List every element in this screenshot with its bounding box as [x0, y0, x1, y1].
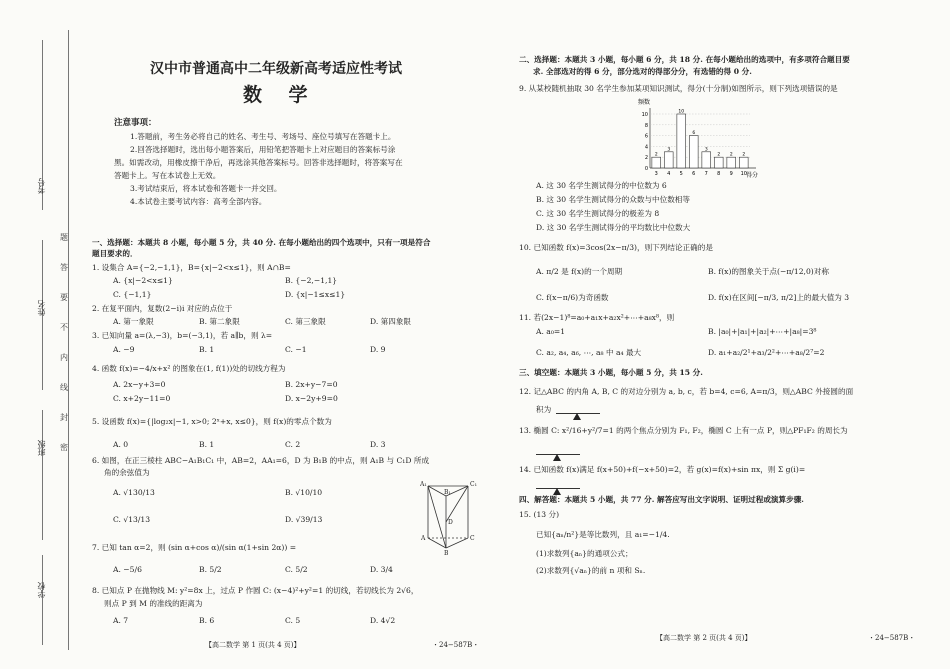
q10-option-c: C. f(x−π/6)为奇函数	[536, 293, 609, 302]
q5-option-d: D. 3	[370, 440, 386, 449]
x-tick-label: 7	[704, 171, 708, 177]
q7-option-d: D. 3/4	[370, 565, 393, 574]
y-tick-label: 8	[644, 122, 648, 129]
q7-option-a: A. −5/6	[113, 565, 142, 574]
q6-stem-cont: 角的余弦值为	[104, 468, 150, 477]
q8-option-c: C. 5	[285, 616, 301, 625]
x-tick-label: 6	[692, 171, 696, 177]
note-line: 1.答题前，考生务必将自己的姓名、考生号、考场号、座位号填写在答题卡上。	[130, 132, 396, 141]
note-line: 4.本试卷主要考试内容：高考全部内容。	[130, 197, 267, 206]
q10-option-a: A. π/2 是 f(x)的一个周期	[536, 267, 623, 276]
note-line: 2.回答选择题时，选出每小题答案后，用铅笔把答题卡上对应题目的答案标号涂	[130, 145, 396, 154]
name-label: 姓名	[37, 300, 46, 316]
q11-option-c: C. a₂, a₄, a₆, ⋯, a₈ 中 a₄ 最大	[536, 348, 642, 357]
q2-option-d: D. 第四象限	[370, 317, 412, 326]
bar	[689, 136, 698, 168]
label-c: C	[470, 535, 475, 542]
q9-option-b: B. 这 30 名学生测试得分的众数与中位数相等	[536, 195, 690, 204]
class-label: 班级	[37, 440, 46, 456]
label-b1: B₁	[444, 489, 451, 496]
q8-option-b: B. 6	[199, 616, 215, 625]
bar	[702, 152, 711, 168]
x-tick-label: 9	[729, 171, 733, 177]
q9-option-d: D. 这 30 名学生测试得分的平均数比中位数大	[536, 223, 691, 232]
q5-option-b: B. 1	[199, 440, 215, 449]
q5-option-c: C. 2	[285, 440, 301, 449]
q3-stem: 3. 已知向量 a=(λ,−3)，b=(−3,1)，若 a∥b，则 λ=	[92, 331, 273, 340]
notes-heading: 注意事项：	[114, 118, 157, 128]
note-line: 黑。如需改动，用橡皮擦干净后，再选涂其他答案标号。回答非选择题时，将答案写在	[114, 158, 403, 167]
bar-value-label: 3	[667, 147, 671, 153]
label-a1: A₁	[420, 481, 427, 488]
fold-char: 密	[60, 443, 68, 452]
q8-stem-cont: 则点 P 到 M 的准线的距离为	[104, 599, 203, 608]
bar-value-label: 3	[704, 147, 708, 153]
bar	[677, 114, 686, 168]
q1-option-a: A. {x|−2<x≤1}	[113, 276, 173, 285]
q4-option-c: C. x+2y−11=0	[113, 394, 171, 403]
fold-char: 封	[60, 413, 68, 422]
y-tick-label: 4	[644, 144, 648, 151]
binding-line	[68, 30, 69, 650]
bar-value-label: 2	[717, 152, 721, 158]
label-a: A	[421, 535, 426, 542]
q8-option-a: A. 7	[113, 616, 129, 625]
q1-option-d: D. {x|−1≤x≤1}	[285, 290, 346, 299]
field-line	[42, 410, 43, 540]
q7-option-b: B. 5/2	[199, 565, 222, 574]
y-tick-label: 0	[644, 166, 648, 172]
q10-stem: 10. 已知函数 f(x)=3cos(2x−π/3)，则下列结论正确的是	[519, 243, 713, 252]
q2-stem: 2. 在复平面内，复数(2−i)i 对应的点位于	[92, 304, 233, 313]
q9-option-c: C. 这 30 名学生测试得分的极差为 8	[536, 209, 660, 218]
q15-part1: (1)求数列{aₙ}的通项公式；	[536, 549, 633, 558]
fold-char: 内	[60, 353, 68, 362]
chart-xlabel: 得分	[746, 172, 759, 179]
section1-heading-cont: 题目要求的．	[92, 249, 138, 258]
exam-number-label: 考号	[37, 178, 46, 194]
chart-ylabel: 频数	[638, 99, 651, 106]
q7-stem: 7. 已知 tan α=2，则 (sin α+cos α)/(sin α(1+sin 2α)) =	[92, 543, 297, 552]
label-d: D	[448, 519, 453, 526]
bar	[727, 157, 736, 168]
q3-option-a: A. −9	[113, 345, 135, 354]
page2-footer: 【高二数学 第 2 页(共 4 页)】	[656, 634, 752, 642]
q1-option-b: B. {−2,−1,1}	[285, 276, 338, 285]
edge-bc	[446, 538, 468, 548]
q12-stem-cont: 积为	[536, 405, 552, 414]
binding-strip	[0, 0, 80, 669]
x-tick-label: 10	[740, 171, 747, 177]
q4-option-d: D. x−2y+9=0	[285, 394, 338, 403]
q5-stem: 5. 设函数 f(x)={|log₂x|−1, x>0; 2ˣ+x, x≤0}，则 f(x)的零点个数为	[92, 417, 332, 426]
q12-stem: 12. 记△ABC 的内角 A, B, C 的对边分别为 a, b, c，若 b=4, c=6, A=π/3，则△ABC 外接圆的面	[519, 387, 854, 396]
q10-option-d: D. f(x)在区间[−π/3, π/2]上的最大值为 3	[708, 293, 850, 302]
q8-option-d: D. 4√2	[370, 616, 396, 625]
x-tick-label: 5	[679, 171, 683, 177]
q3-option-d: D. 9	[370, 345, 386, 354]
q9-stem: 9. 从某校随机抽取 30 名学生参加某项知识测试，得分(十分制)如图所示，则下列选项错误的是	[519, 84, 838, 93]
q6-stem: 6. 如图，在正三棱柱 ABC−A₁B₁C₁ 中，AB=2，AA₁=6，D 为 B₁B 的中点，则 A₁B 与 C₁D 所成	[92, 456, 430, 465]
bar-value-label: 2	[729, 152, 733, 158]
q10-option-b: B. f(x)的图象关于点(−π/12,0)对称	[708, 267, 829, 276]
y-tick-label: 2	[644, 155, 648, 162]
blank-marker-icon	[553, 445, 561, 464]
section4-heading: 四、解答题：本题共 5 小题，共 77 分. 解答应写出文字说明、证明过程或演算步骤.	[519, 495, 804, 504]
bar-value-label: 2	[742, 152, 746, 158]
q6-option-c: C. √13/13	[113, 515, 151, 524]
subject-title: 数 学	[243, 84, 308, 106]
x-tick-label: 3	[654, 171, 658, 177]
q11-stem: 11. 若(2x−1)⁸=a₀+a₁x+a₂x²+⋯+a₈x⁸，则	[519, 313, 675, 322]
q5-option-a: A. 0	[113, 440, 129, 449]
section1-heading: 一、选择题：本题共 8 小题，每小题 5 分，共 40 分. 在每小题给出的四个选项中，只有一项是符合	[92, 238, 431, 247]
bar	[714, 157, 723, 168]
school-label: 学校	[37, 582, 46, 598]
y-tick-label: 6	[644, 133, 648, 140]
note-line: 3.考试结束后，将本试卷和答题卡一并交回。	[130, 184, 282, 193]
bar-value-label: 10	[678, 109, 685, 115]
page1-code: ・24−587B・	[432, 641, 480, 649]
section3-heading: 三、填空题：本题共 3 小题，每小题 5 分，共 15 分.	[519, 368, 703, 377]
section2-heading: 二、选择题：本题共 3 小题，每小题 6 分，共 18 分. 在每小题给出的选项中，有多项符合题目要	[519, 55, 850, 64]
q15-label: 15. (13 分)	[519, 510, 560, 519]
field-line	[42, 555, 43, 645]
q15-stem: 已知{aₙ/n²}是等比数列，且 a₁=−1/4.	[536, 530, 670, 539]
q1-option-c: C. {−1,1}	[113, 290, 152, 299]
q1-stem: 1. 设集合 A={−2,−1,1}，B={x|−2<x≤1}，则 A∩B=	[92, 263, 291, 272]
blank-marker-icon	[573, 404, 581, 423]
q2-option-b: B. 第二象限	[199, 317, 240, 326]
bar	[664, 152, 673, 168]
q11-option-d: D. a₁+a₂/2¹+a₃/2²+⋯+a₈/2⁷=2	[708, 348, 825, 357]
bar	[739, 157, 748, 168]
fold-char: 题	[60, 233, 68, 242]
page2-code: ・24−587B・	[868, 634, 916, 642]
label-c1: C₁	[470, 481, 477, 488]
prism-figure	[420, 476, 480, 556]
note-line: 答题卡上。写在本试卷上无效。	[114, 171, 221, 180]
x-tick-label: 4	[667, 171, 671, 177]
q7-option-c: C. 5/2	[285, 565, 308, 574]
bar-value-label: 2	[654, 152, 658, 158]
q15-part2: (2)求数列{√aₙ}的前 n 项和 Sₙ.	[536, 566, 646, 575]
q8-stem: 8. 已知点 P 在抛物线 M: y²=8x 上，过点 P 作圆 C: (x−4)²+y²=1 的切线，若切线长为 2√6，	[92, 586, 419, 595]
fold-char: 答	[60, 263, 68, 272]
fold-char: 不	[60, 323, 68, 332]
q2-option-a: A. 第一象限	[113, 317, 154, 326]
q6-option-a: A. √130/13	[113, 488, 155, 497]
q2-option-c: C. 第三象限	[285, 317, 326, 326]
q11-option-b: B. |a₀|+|a₁|+|a₂|+⋯+|a₈|=3⁸	[708, 327, 817, 336]
q13-stem: 13. 椭圆 C: x²/16+y²/7=1 的两个焦点分别为 F₁, F₂，椭圆 C 上有一点 P，则△PF₁F₂ 的周长为	[519, 426, 848, 435]
bar	[652, 157, 661, 168]
bar-value-label: 6	[692, 131, 696, 137]
q14-stem: 14. 已知函数 f(x)满足 f(x+50)+f(−x+50)=2，若 g(x)=f(x)+sin πx，则 Σ g(i)=	[519, 465, 806, 474]
q6-option-d: D. √39/13	[285, 515, 323, 524]
q4-stem: 4. 函数 f(x)=−4/x+x² 的图象在(1, f(1))处的切线方程为	[92, 364, 286, 373]
fold-char: 线	[60, 383, 68, 392]
section2-heading-cont: 求. 全部选对的得 6 分，部分选对的得部分分，有选错的得 0 分.	[533, 67, 752, 76]
q11-option-a: A. a₀=1	[536, 327, 566, 336]
q6-option-b: B. √10/10	[285, 488, 323, 497]
score-bar-chart	[628, 96, 768, 180]
q4-option-b: B. 2x+y−7=0	[285, 380, 338, 389]
fold-char: 要	[60, 293, 68, 302]
y-tick-label: 10	[641, 112, 648, 118]
q4-option-a: A. 2x−y+3=0	[113, 380, 166, 389]
page1-footer: 【高二数学 第 1 页(共 4 页)】	[205, 641, 301, 649]
x-tick-label: 8	[717, 171, 721, 177]
exam-title: 汉中市普通高中二年级新高考适应性考试	[150, 61, 402, 77]
q9-option-a: A. 这 30 名学生测试得分的中位数为 6	[536, 181, 667, 190]
q3-option-b: B. 1	[199, 345, 215, 354]
q3-option-c: C. −1	[285, 345, 307, 354]
label-b: B	[444, 550, 449, 556]
